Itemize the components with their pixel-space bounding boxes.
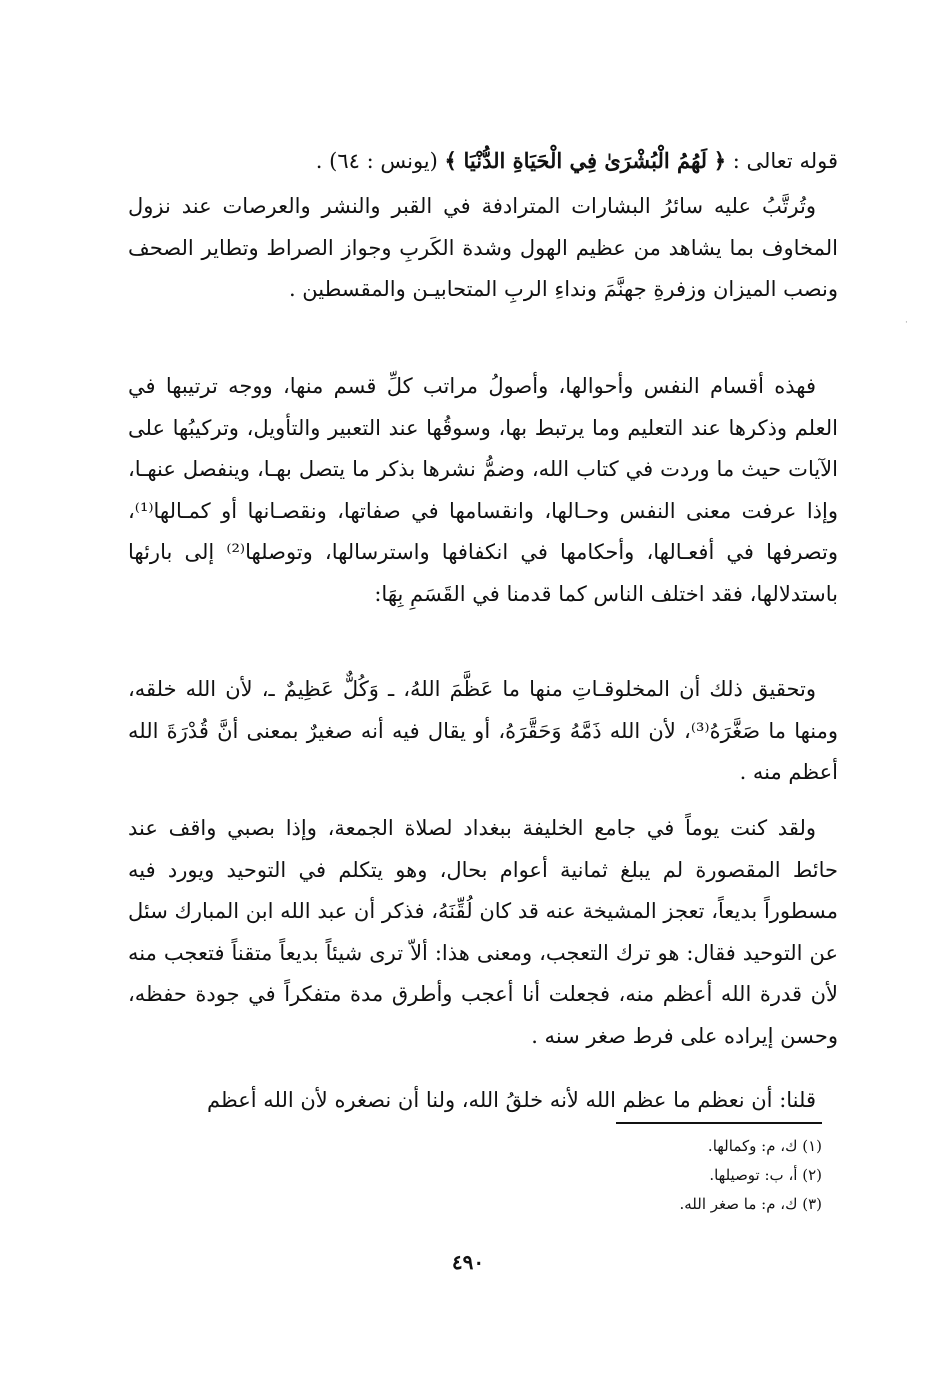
paragraph-text: وتُرتَّبُ عليه سائرُ البشارات المترادفة في القبر والنشر والعرصات عند نزول المخاوف بما يشاهد من عظيم الهول وشدة الكَربِ وجواز الصراط وتطاير الصحف ونصب الميزان وزفرةِ جهنَّمَ ونداءِ الربِ المتحابيـن والمقسطين . <box>128 194 838 301</box>
paragraph-tahqiq <box>128 669 838 794</box>
paragraph-text: فهذه أقسام النفس وأحوالها، وأصولُ مراتب كلِّ قسم منها، ووجه ترتيبها في العلم وذكرها عند التعليم وما يرتبط بها، وسوقُها عند التعبير والتأويل، وتركيبُها على الآيات حيث ما وردت في كتاب الله، وضمُّ نشرها بذكر ما يتصل بهـا، وينفصل عنهـا، وإذا عرفت معنى النفس وحـالها، وانقسامها في صفاتها، ونقصـانها أو كمـالها⁽¹⁾، وتصرفها في أفعـالها، وأحكامها في انكفافها واسترسالها، وتوصلها⁽²⁾ إلى بارئها باستدلالها، فقد اختلف الناس كما قدمنا في القَسَمِ بِهَا: <box>128 374 839 606</box>
page-number: ٤٩٠ <box>451 1250 485 1274</box>
paragraph-qulna <box>128 1080 838 1122</box>
footnote-3: (٣) ك، م: ما صغر الله. <box>679 1195 822 1213</box>
footnote-2: (٢) أ، ب: توصيلها. <box>709 1166 822 1184</box>
footnote-divider <box>616 1122 822 1124</box>
quran-verse: لَهُمُ الْبُشْرَىٰ فِي الْحَيَاةِ الدُّنْيَا <box>463 148 708 173</box>
verse-reference: (يونس : ٦٤) . <box>315 149 438 173</box>
paragraph-tartib <box>128 186 838 311</box>
paragraph-aqsam-nafs <box>128 366 838 615</box>
paragraph-text: قلنا: أن نعظم ما عظم الله لأنه خلقُ الله، ولنا أن نصغره لأن الله أعظم <box>207 1088 816 1112</box>
paragraph-baghdad-story <box>128 808 838 1057</box>
quote-bracket-close: ﴾ <box>444 148 457 173</box>
footnotes <box>500 1132 822 1219</box>
quran-quote-line <box>128 140 838 183</box>
quote-bracket-open: ﴿ <box>713 148 727 173</box>
paragraph-text: وتحقيق ذلك أن المخلوقـاتِ منها ما عَظَّمَ اللهُ، ـ وَكُلٌّ عَظِيمٌ ـ، لأن الله خلقه، ومنها ما صَغَّرَهُ⁽³⁾، لأن الله ذَمَّهُ وَحَقَّرَهُ، أو يقال فيه أنه صغيرٌ بمعنى أنَّ قُدْرَةَ الله أعظم منه . <box>128 677 838 784</box>
paragraph-text: ولقد كنت يوماً في جامع الخليفة ببغداد لصلاة الجمعة، وإذا بصبي واقف عند حائط المقصورة لم يبلغ ثمانية أعوام بحال، وهو يتكلم في التوحيد ويورد فيه مسطوراً بديعاً، تعجز المشيخة عنه قد كان لُقِّنَهُ، فذكر أن عبد الله ابن المبارك سئل عن التوحيد فقال: هو ترك التعجب، ومعنى هذا: ألاّ ترى شيئاً بديعاً متقناً فتعجب منه لأن قدرة الله أعظم منه، فجعلت أنا أعجب وأطرق مدة متفكراً في جودة حفظه، وحسن إيراده على فرط صغر سنه . <box>128 816 838 1048</box>
quote-lead: قوله تعالى : <box>732 149 838 173</box>
footnote-1: (١) ك، م: وكمالها. <box>707 1137 822 1155</box>
margin-speck-icon: · <box>905 318 908 328</box>
